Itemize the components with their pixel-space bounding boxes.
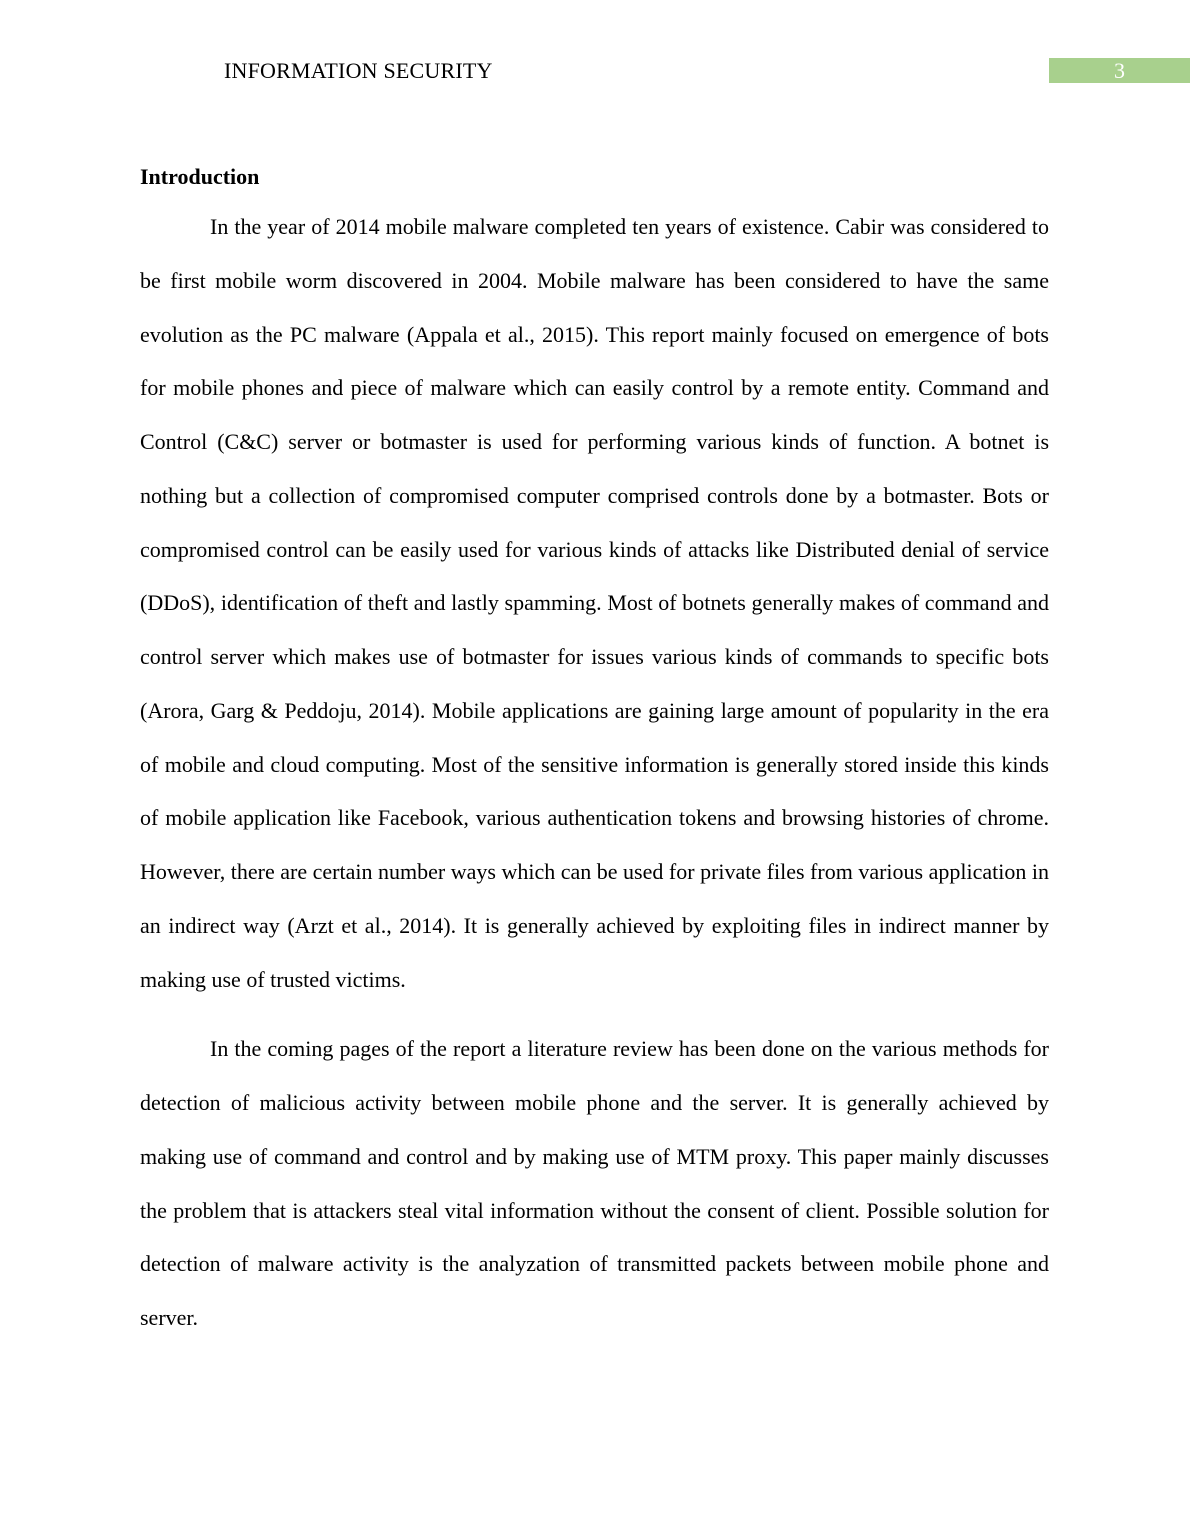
running-head-title: INFORMATION SECURITY (224, 58, 493, 83)
document-body (140, 162, 1049, 1345)
paragraph-2: In the coming pages of the report a literature review has been done on the various methods for detection of malicious activity between mobile phone and the server. It is generally achieved by making use of command and control and by making use of MTM proxy. This paper mainly discusses the problem that is attackers steal vital information without the consent of client. Possible solution for detection of malware activity is the analyzation of transmitted packets between mobile phone and server. (140, 1036, 1049, 1330)
paragraph-1: In the year of 2014 mobile malware completed ten years of existence. Cabir was considered to be first mobile worm discovered in 2004. Mobile malware has been considered to have the same evolution as the PC malware (Appala et al., 2015). This report mainly focused on emergence of bots for mobile phones and piece of malware which can easily control by a remote entity. Command and Control (C&C) server or botmaster is used for performing various kinds of function. A botnet is nothing but a collection of compromised computer comprised controls done by a botmaster. Bots or compromised control can be easily used for various kinds of attacks like Distributed denial of service (DDoS), identification of theft and lastly spamming. Most of botnets generally makes of command and control server which makes use of botmaster for issues various kinds of commands to specific bots (Arora, Garg & Peddoju, 2014). Mobile applications are gaining large amount of popularity in the era of mobile and cloud computing. Most of the sensitive information is generally stored inside this kinds of mobile application like Facebook, various authentication tokens and browsing histories of chrome. However, there are certain number ways which can be used for private files from various application in an indirect way (Arzt et al., 2014). It is generally achieved by exploiting files in indirect manner by making use of trusted victims. (140, 214, 1049, 992)
page-number-badge: 3 (1049, 58, 1190, 83)
section-heading: Introduction (140, 164, 260, 189)
